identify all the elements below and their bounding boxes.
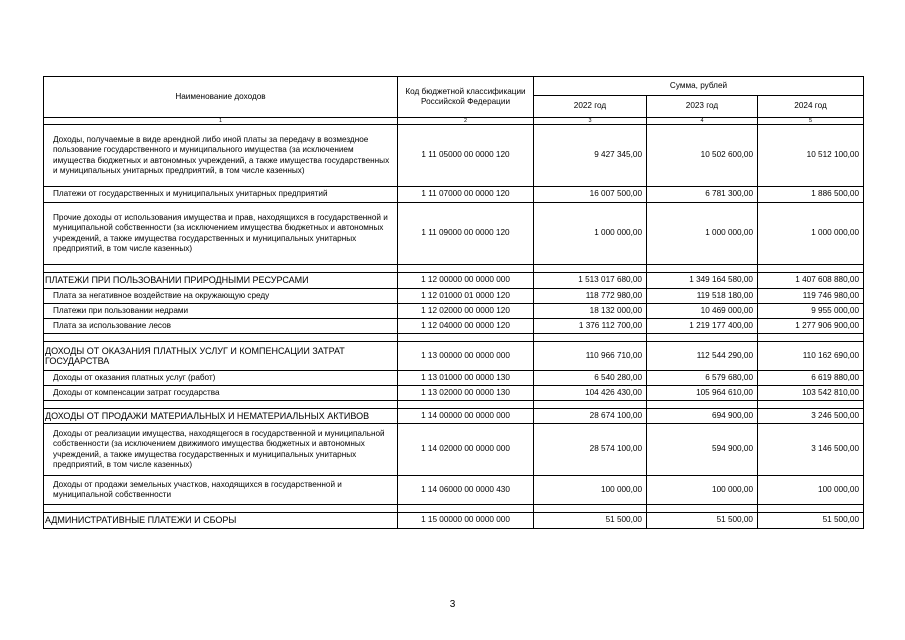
column-index: 5 (758, 118, 864, 125)
amount-2024-cell: 119 746 980,00 (758, 289, 864, 304)
amount-2023-cell: 112 544 290,00 (647, 342, 758, 371)
section-row (44, 273, 864, 289)
amount-2022-cell: 18 132 000,00 (534, 304, 647, 319)
income-name-cell: ДОХОДЫ ОТ ОКАЗАНИЯ ПЛАТНЫХ УСЛУГ И КОМПЕНСАЦИИ ЗАТРАТ ГОСУДАРСТВА (44, 342, 398, 371)
empty-cell (44, 505, 398, 513)
table-row (44, 304, 864, 319)
empty-cell (398, 265, 534, 273)
amount-2022-cell: 118 772 980,00 (534, 289, 647, 304)
amount-2022-cell: 104 426 430,00 (534, 386, 647, 401)
amount-2024-cell: 9 955 000,00 (758, 304, 864, 319)
budget-code-cell: 1 13 01000 00 0000 130 (398, 371, 534, 386)
amount-2023-cell: 1 000 000,00 (647, 203, 758, 265)
header-year-2024: 2024 год (758, 96, 864, 118)
empty-cell (758, 334, 864, 342)
amount-2024-cell: 51 500,00 (758, 513, 864, 529)
empty-cell (534, 265, 647, 273)
table-row (44, 476, 864, 505)
income-name-cell: Доходы от реализации имущества, находящегося в государственной и муниципальной собственности (за исключением движимого имущества бюджетных и автономных учреждений, а также имущества государственных и муниципальных унитарных предприятий, в том числе казенных) (44, 424, 398, 476)
income-name-cell: Доходы, получаемые в виде арендной либо иной платы за передачу в возмездное пользование государственного и муниципального имущества (за исключением имущества бюджетных и автономных учреждений, а также имущества государственных и муниципальных унитарных предприятий, в том числе казенных) (44, 125, 398, 187)
budget-code-cell: 1 12 00000 00 0000 000 (398, 273, 534, 289)
empty-cell (758, 265, 864, 273)
amount-2024-cell: 3 246 500,00 (758, 409, 864, 424)
amount-2022-cell: 1 376 112 700,00 (534, 319, 647, 334)
spacer-row (44, 265, 864, 273)
income-name-cell: Платежи от государственных и муниципальных унитарных предприятий (44, 187, 398, 203)
table-row (44, 386, 864, 401)
header-year-2022: 2022 год (534, 96, 647, 118)
empty-cell (647, 401, 758, 409)
header-year-2023: 2023 год (647, 96, 758, 118)
amount-2022-cell: 28 574 100,00 (534, 424, 647, 476)
income-name-cell: Плата за использование лесов (44, 319, 398, 334)
amount-2023-cell: 1 349 164 580,00 (647, 273, 758, 289)
income-name-cell: ДОХОДЫ ОТ ПРОДАЖИ МАТЕРИАЛЬНЫХ И НЕМАТЕРИАЛЬНЫХ АКТИВОВ (44, 409, 398, 424)
spacer-row (44, 505, 864, 513)
income-name-cell: Доходы от компенсации затрат государства (44, 386, 398, 401)
income-name-cell: Доходы от оказания платных услуг (работ) (44, 371, 398, 386)
budget-code-cell: 1 11 09000 00 0000 120 (398, 203, 534, 265)
column-index: 1 (44, 118, 398, 125)
amount-2024-cell: 110 162 690,00 (758, 342, 864, 371)
spacer-row (44, 334, 864, 342)
budget-code-cell: 1 14 00000 00 0000 000 (398, 409, 534, 424)
amount-2023-cell: 119 518 180,00 (647, 289, 758, 304)
spacer-row (44, 401, 864, 409)
amount-2024-cell: 100 000,00 (758, 476, 864, 505)
amount-2023-cell: 105 964 610,00 (647, 386, 758, 401)
section-row (44, 513, 864, 529)
table-row (44, 125, 864, 187)
revenue-table (43, 76, 864, 529)
income-name-cell: Прочие доходы от использования имущества и прав, находящихся в государственной и муниципальной собственности (за исключением имущества бюджетных и автономных учреждений, а также имущества государственных и муниципальных унитарных предприятий, в том числе казенных) (44, 203, 398, 265)
amount-2023-cell: 100 000,00 (647, 476, 758, 505)
amount-2024-cell: 1 277 906 900,00 (758, 319, 864, 334)
section-row (44, 342, 864, 371)
amount-2024-cell: 1 000 000,00 (758, 203, 864, 265)
amount-2024-cell: 1 407 608 880,00 (758, 273, 864, 289)
table-row (44, 371, 864, 386)
amount-2022-cell: 1 000 000,00 (534, 203, 647, 265)
empty-cell (758, 505, 864, 513)
table-row (44, 187, 864, 203)
amount-2023-cell: 6 781 300,00 (647, 187, 758, 203)
page-number: 3 (449, 599, 456, 610)
header-income-name: Наименование доходов (44, 77, 398, 118)
budget-code-cell: 1 12 02000 00 0000 120 (398, 304, 534, 319)
table-row (44, 319, 864, 334)
amount-2022-cell: 16 007 500,00 (534, 187, 647, 203)
income-name-cell: ПЛАТЕЖИ ПРИ ПОЛЬЗОВАНИИ ПРИРОДНЫМИ РЕСУРСАМИ (44, 273, 398, 289)
amount-2023-cell: 10 469 000,00 (647, 304, 758, 319)
empty-cell (398, 401, 534, 409)
column-index: 2 (398, 118, 534, 125)
column-index-row (44, 118, 864, 125)
amount-2022-cell: 51 500,00 (534, 513, 647, 529)
income-name-cell: Платежи при пользовании недрами (44, 304, 398, 319)
amount-2022-cell: 100 000,00 (534, 476, 647, 505)
empty-cell (647, 265, 758, 273)
budget-code-cell: 1 11 05000 00 0000 120 (398, 125, 534, 187)
amount-2022-cell: 110 966 710,00 (534, 342, 647, 371)
budget-code-cell: 1 13 02000 00 0000 130 (398, 386, 534, 401)
amount-2023-cell: 1 219 177 400,00 (647, 319, 758, 334)
budget-code-cell: 1 14 02000 00 0000 000 (398, 424, 534, 476)
empty-cell (398, 334, 534, 342)
empty-cell (534, 401, 647, 409)
amount-2024-cell: 1 886 500,00 (758, 187, 864, 203)
income-name-cell: Плата за негативное воздействие на окружающую среду (44, 289, 398, 304)
empty-cell (398, 505, 534, 513)
amount-2022-cell: 9 427 345,00 (534, 125, 647, 187)
header-row (44, 77, 864, 96)
amount-2023-cell: 10 502 600,00 (647, 125, 758, 187)
header-budget-code: Код бюджетной классификации Российской Федерации (398, 77, 534, 118)
empty-cell (534, 505, 647, 513)
amount-2024-cell: 6 619 880,00 (758, 371, 864, 386)
table-row (44, 289, 864, 304)
amount-2023-cell: 694 900,00 (647, 409, 758, 424)
budget-code-cell: 1 11 07000 00 0000 120 (398, 187, 534, 203)
header-sum: Сумма, рублей (534, 77, 864, 96)
amount-2023-cell: 51 500,00 (647, 513, 758, 529)
budget-code-cell: 1 14 06000 00 0000 430 (398, 476, 534, 505)
budget-code-cell: 1 15 00000 00 0000 000 (398, 513, 534, 529)
empty-cell (758, 401, 864, 409)
amount-2023-cell: 594 900,00 (647, 424, 758, 476)
amount-2022-cell: 1 513 017 680,00 (534, 273, 647, 289)
budget-code-cell: 1 13 00000 00 0000 000 (398, 342, 534, 371)
table-row (44, 203, 864, 265)
income-name-cell: АДМИНИСТРАТИВНЫЕ ПЛАТЕЖИ И СБОРЫ (44, 513, 398, 529)
column-index: 4 (647, 118, 758, 125)
empty-cell (534, 334, 647, 342)
amount-2022-cell: 28 674 100,00 (534, 409, 647, 424)
table-row (44, 424, 864, 476)
budget-code-cell: 1 12 01000 01 0000 120 (398, 289, 534, 304)
empty-cell (647, 334, 758, 342)
section-row (44, 409, 864, 424)
income-name-cell: Доходы от продажи земельных участков, находящихся в государственной и муниципальной собственности (44, 476, 398, 505)
empty-cell (647, 505, 758, 513)
budget-code-cell: 1 12 04000 00 0000 120 (398, 319, 534, 334)
empty-cell (44, 401, 398, 409)
empty-cell (44, 265, 398, 273)
amount-2023-cell: 6 579 680,00 (647, 371, 758, 386)
amount-2024-cell: 3 146 500,00 (758, 424, 864, 476)
empty-cell (44, 334, 398, 342)
amount-2022-cell: 6 540 280,00 (534, 371, 647, 386)
column-index: 3 (534, 118, 647, 125)
amount-2024-cell: 103 542 810,00 (758, 386, 864, 401)
amount-2024-cell: 10 512 100,00 (758, 125, 864, 187)
